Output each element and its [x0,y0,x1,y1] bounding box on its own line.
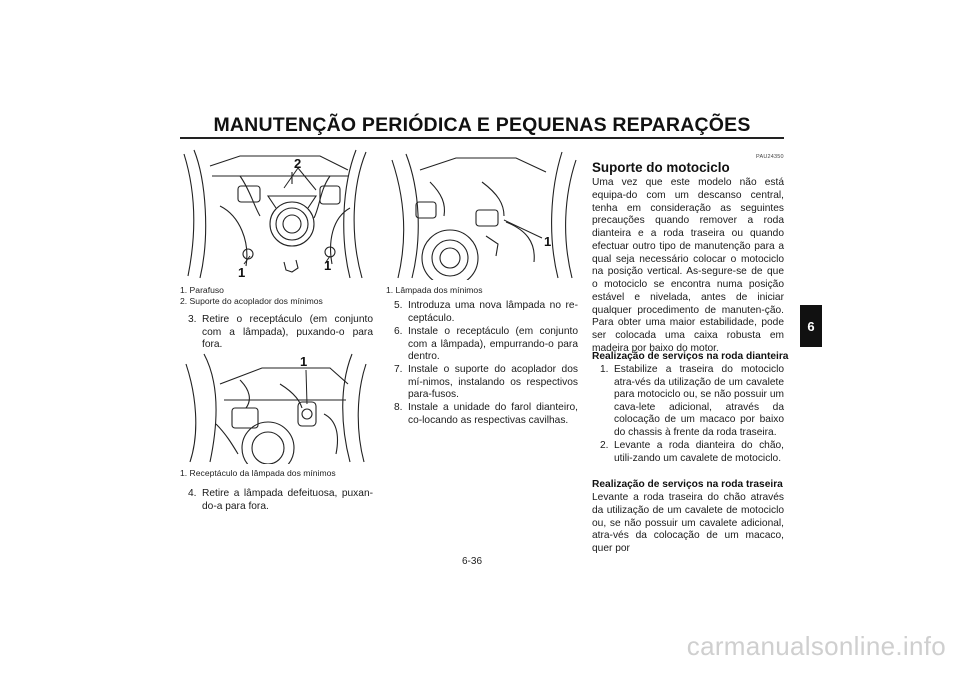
step-6-number: 6. [394,326,403,337]
rear-wheel-paragraph: Levante a roda traseira do chão através da utilização de um cavalete de motociclo ou, se não possuir um cavalete adicional, atra-vés da colocação de um macaco, quer por [592,492,784,554]
page-title: MANUTENÇÃO PERIÓDICA E PEQUENAS REPARAÇÕES [213,114,751,136]
figure-1-caption-1: 1. Parafuso [180,285,224,295]
step-3-text: Retire o receptáculo (em conjunto com a lâmpada), puxando-o para fora. [202,314,373,351]
figure-parking-bulb [386,146,582,280]
step-5-text: Introduza uma nova lâmpada no re-ceptáculo. [408,300,578,324]
page-number: 6-36 [462,556,483,567]
front-wheel-heading: Realização de serviços na roda dianteira [592,351,789,362]
figure-1-drawing [180,146,376,280]
step-7-number: 7. [394,364,403,375]
front-step-2-number: 2. [600,440,609,451]
section-heading: Suporte do motociclo [592,160,730,175]
title-rule [180,137,784,139]
front-step-2-text: Levante a roda dianteira do chão, utili-zando um cavalete de motociclo. [614,440,784,464]
step-7 [394,364,578,402]
step-5 [394,300,578,325]
intro-paragraph: Uma vez que este modelo não está equipa-do com um descanso central, tenha em consideração as seguintes precauções quando remover a roda dianteira e a roda traseira ou quando efectuar outro tipo de manutenção para a qual seja necessário colocar o motociclo na posição vertical. As-segure-se de que o motociclo se encontra numa posição estável e nivelada, antes de iniciar qualquer procedimento de manuten-ção. Para obter uma maior estabilidade, pode ser colocada uma caixa robusta em madeira por baixo do motor. [592,177,784,354]
figure-2-drawing [180,344,376,464]
front-step-1-number: 1. [600,364,609,375]
step-8 [394,402,578,427]
figure-1-caption-2: 2. Suporte do acoplador dos mínimos [180,296,323,306]
figure-3-callout-1: 1 [544,234,552,249]
step-4-number: 4. [188,488,197,499]
step-4 [188,488,373,513]
figure-bolts-and-bracket [180,146,376,280]
figure-2-callout-1: 1 [300,354,308,369]
step-5-number: 5. [394,300,403,311]
step-3-number: 3. [188,314,197,325]
figure-3-caption-1: 1. Lâmpada dos mínimos [386,285,483,295]
figure-1-callout-1a: 1 [238,265,246,280]
section-tab: 6 [800,305,822,347]
front-step-1 [600,364,784,440]
figure-1-callout-2: 2 [294,156,302,171]
watermark: carmanualsonline.info [686,631,946,661]
step-6-text: Instale o receptáculo (em conjunto com a lâmpada), empurrando-o para dentro. [408,326,578,363]
figure-3-drawing [386,146,582,280]
step-7-text: Instale o suporte do acoplador dos mí-nimos, instalando os respectivos para-fusos. [408,364,578,401]
step-4-text: Retire a lâmpada defeituosa, puxan-do-a para fora. [202,488,373,512]
reference-code: PAU24350 [756,154,784,160]
front-step-2 [600,440,784,465]
front-step-1-text: Estabilize a traseira do motociclo atra-vés da utilização de um cavalete para motociclo ou, se não possuir um cava-lete adicional, através da colocação de um macaco por baixo do chassis à frente da roda traseira. [614,364,784,438]
step-6 [394,326,578,364]
step-8-text: Instale a unidade do farol dianteiro, co-locando as respectivas cavilhas. [408,402,578,426]
figure-1-callout-1b: 1 [324,258,332,273]
figure-2-caption-1: 1. Receptáculo da lâmpada dos mínimos [180,468,336,478]
figure-bulb-socket [180,344,376,464]
step-8-number: 8. [394,402,403,413]
rear-wheel-heading: Realização de serviços na roda traseira [592,479,783,490]
